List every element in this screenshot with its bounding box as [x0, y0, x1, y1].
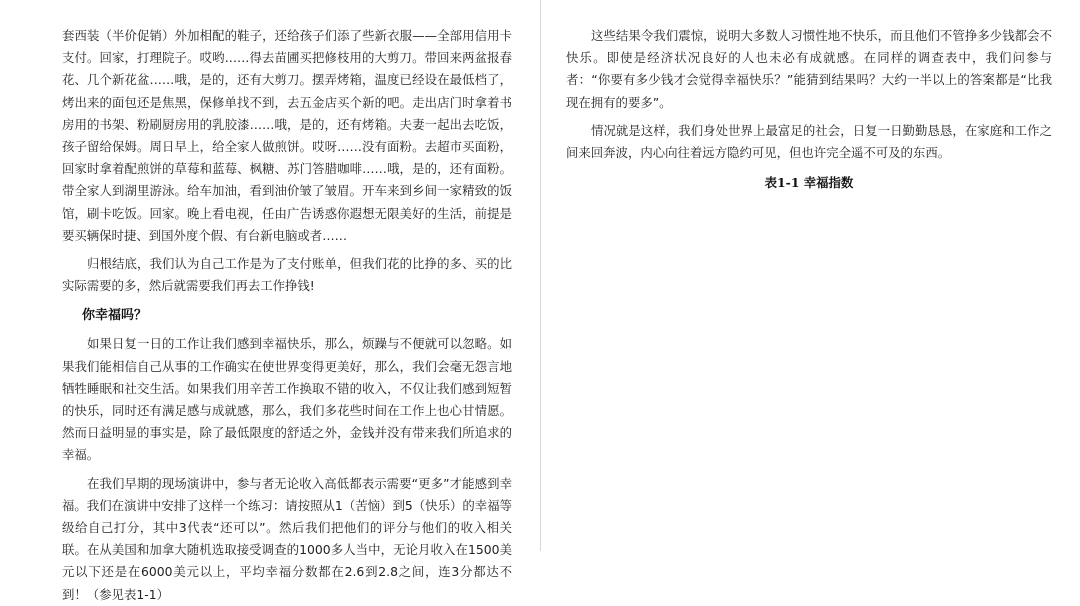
table-caption: 表1-1 幸福指数: [764, 175, 854, 191]
right-page: [541, 0, 1080, 551]
body-paragraph: 套西装（半价促销）外加相配的鞋子，还给孩子们添了些新衣服——全部用信用卡支付。回家，打理院子。哎哟……得去苗圃买把修枝用的大剪刀。带回来两盆报春花、几个新花盆……哦，是的，还有大剪刀。摆弄烤箱，温度已经设在最低档了，烤出来的面包还是焦黑，保修单找不到，去五金店买个新的吧。走出店门时拿着书房用的书架、粉刷厨房用的乳胶漆……哦，是的，还有烤箱。夫妻一起出去吃饭，孩子留给保姆。周日早上，给全家人做煎饼。哎呀……没有面粉。去超市买面粉，回家时拿着配煎饼的草莓和蓝莓、枫糖、苏门答腊咖啡……哦，是的，还有面粉。带全家人到湖里游泳。给车加油，看到油价皱了皱眉。开车来到乡间一家精致的饭馆，刷卡吃饭。回家。晚上看电视，任由广告诱惑你遐想无限美好的生活，前提是要买辆保时捷、到国外度个假、有台新电脑或者……: [62, 28, 512, 243]
left-page: [0, 0, 540, 602]
body-paragraph: 情况就是这样，我们身处世界上最富足的社会，日复一日勤勤恳恳，在家庭和工作之间来回奔波，内心向往着远方隐约可见，但也许完全遥不可及的东西。: [566, 122, 1052, 161]
body-paragraph: 如果日复一日的工作让我们感到幸福快乐，那么，烦躁与不便就可以忽略。如果我们能相信自己从事的工作确实在使世界变得更美好，那么，我们会毫无怨言地牺牲睡眠和社交生活。如果我们用辛苦工作换取不错的收入，不仅让我们感到短暂的快乐，同时还有满足感与成就感，那么，我们多花些时间在工作上也心甘情愿。然而日益明显的事实是，除了最低限度的舒适之外，金钱并没有带来我们所追求的幸福。: [62, 336, 512, 463]
body-paragraph: 在我们早期的现场演讲中，参与者无论收入高低都表示需要“更多”才能感到幸福。我们在演讲中安排了这样一个练习：请按照从1（苦恼）到5（快乐）的幸福等级给自己打分，其中3代表“还可以”。然后我们把他们的评分与他们的收入相关联。在从美国和加拿大随机选取接受调查的1000多人当中，无论月收入在1500美元以下还是在6000美元以上，平均幸福分数都在2.6到2.8之间，连3分都达不到！（参见表1-1）: [62, 475, 512, 602]
section-heading: 你幸福吗？: [82, 308, 148, 324]
body-paragraph: 归根结底，我们认为自己工作是为了支付账单，但我们花的比挣的多、买的比实际需要的多，然后就需要我们再去工作挣钱!: [62, 256, 512, 294]
body-paragraph: 这些结果令我们震惊，说明大多数人习惯性地不快乐，而且他们不管挣多少钱都会不快乐。即使是经济状况良好的人也未必有成就感。在同样的调查表中，我们问参与者：“你要有多少钱才会觉得幸福快乐？”能猜到结果吗？大约一半以上的答案都是“比我现在拥有的要多”。: [566, 28, 1052, 110]
